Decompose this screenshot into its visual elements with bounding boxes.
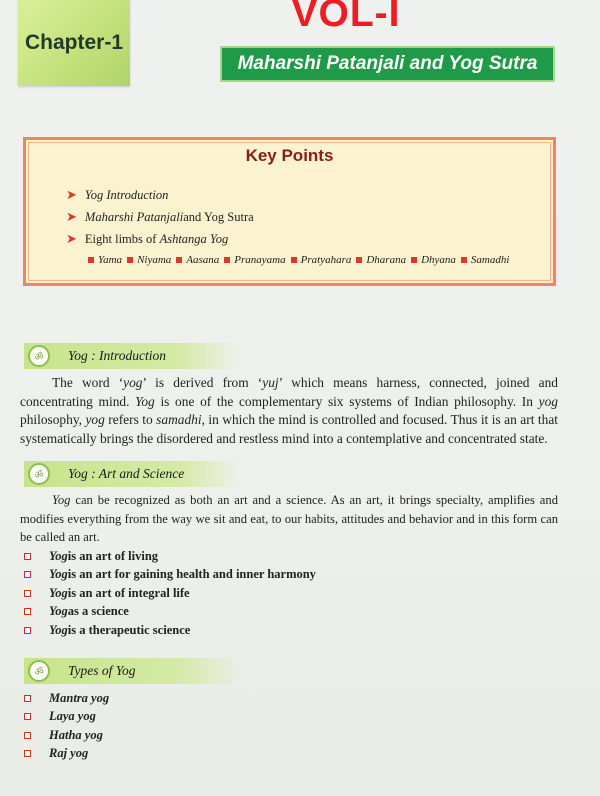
art-science-list	[24, 547, 316, 640]
om-icon: ॐ	[28, 345, 50, 367]
section-heading-intro: ॐ Yog : Introduction	[24, 343, 242, 369]
volume-title: VOL-I	[291, 0, 401, 35]
limbs-list	[88, 254, 514, 266]
limb-item: Pratyahara	[291, 254, 352, 266]
square-bullet-icon	[127, 257, 133, 263]
om-icon: ॐ	[28, 660, 50, 682]
square-bullet-icon	[461, 257, 467, 263]
checkbox-square-icon	[24, 553, 31, 560]
arrowhead-icon: ➤	[66, 209, 77, 224]
chapter-tab	[18, 0, 130, 86]
checkbox-square-icon	[24, 732, 31, 739]
intro-paragraph: The word ‘yog’ is derived from ‘yuj’ which means harness, connected, joined and concentrating mind. Yog is one of the complementary six systems of Indian philosophy. In yog philosophy, yog refers to samadhi, in which the mind is controlled and focused. Thus it is an art that systematically brings the disordered and restless mind into a contemplative and concentrated state.	[20, 375, 558, 446]
checkbox-square-icon	[24, 750, 31, 757]
key-point-item: ➤ Yog Introduction	[66, 187, 169, 202]
limb-item: Dharana	[356, 254, 406, 266]
chapter-label: Chapter-1	[24, 31, 124, 54]
types-list	[24, 689, 109, 763]
square-bullet-icon	[88, 257, 94, 263]
square-bullet-icon	[176, 257, 182, 263]
list-item: Mantra yog	[24, 689, 109, 708]
limb-item: Pranayama	[224, 254, 285, 266]
checkbox-square-icon	[24, 590, 31, 597]
square-bullet-icon	[291, 257, 297, 263]
limb-item: Aasana	[176, 254, 219, 266]
key-point-item: ➤ Eight limbs of Ashtanga Yog	[66, 231, 229, 246]
chapter-title-banner	[220, 46, 555, 82]
square-bullet-icon	[356, 257, 362, 263]
chapter-title: Maharshi Patanjali and Yog Sutra	[237, 53, 538, 74]
checkbox-square-icon	[24, 627, 31, 634]
key-points-box	[23, 137, 556, 286]
list-item: Yog is an art for gaining health and inner harmony	[24, 566, 316, 585]
list-item: Yog is an art of integral life	[24, 584, 316, 603]
list-item: Laya yog	[24, 708, 109, 727]
list-item: Yog is an art of living	[24, 547, 316, 566]
arrowhead-icon: ➤	[66, 187, 77, 202]
art-science-paragraph: Yog can be recognized as both an art and a science. As an art, it brings specialty, amplifies and modifies everything from the way we sit and eat, to our habits, attitudes and behavior and in this form can be called an art.	[20, 493, 558, 544]
checkbox-square-icon	[24, 713, 31, 720]
limb-item: Niyama	[127, 254, 171, 266]
arrowhead-icon: ➤	[66, 231, 77, 246]
limb-item: Dhyana	[411, 254, 456, 266]
list-item: Yog is a therapeutic science	[24, 621, 316, 640]
list-item: Raj yog	[24, 745, 109, 764]
square-bullet-icon	[224, 257, 230, 263]
checkbox-square-icon	[24, 608, 31, 615]
checkbox-square-icon	[24, 571, 31, 578]
limb-item: Samadhi	[461, 254, 510, 266]
square-bullet-icon	[411, 257, 417, 263]
section-heading-art-science: ॐ Yog : Art and Science	[24, 461, 242, 487]
section-heading-types: ॐ Types of Yog	[24, 658, 242, 684]
limb-item: Yama	[88, 254, 122, 266]
key-point-item: ➤ Maharshi Patanjali and Yog Sutra	[66, 209, 254, 224]
list-item: Hatha yog	[24, 726, 109, 745]
checkbox-square-icon	[24, 695, 31, 702]
key-points-title: Key Points	[245, 146, 334, 165]
list-item: Yog as a science	[24, 603, 316, 622]
om-icon: ॐ	[28, 463, 50, 485]
